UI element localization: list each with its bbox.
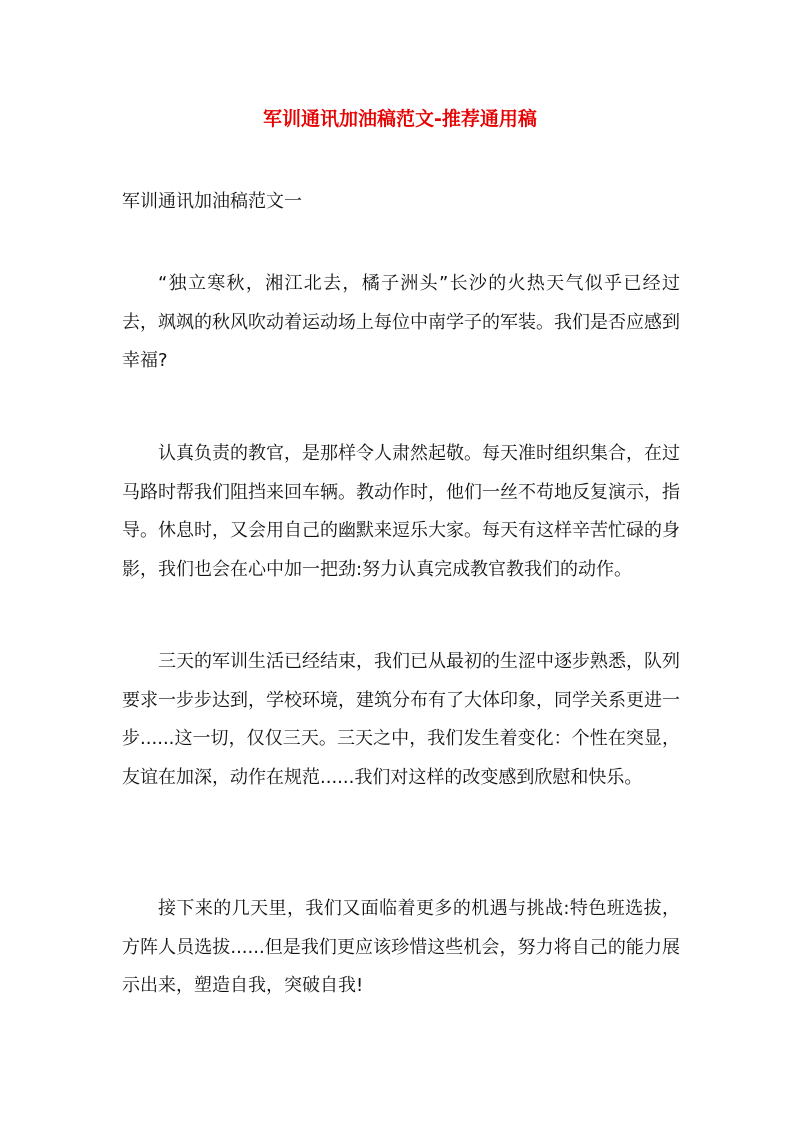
- paragraph-4: 接下来的几天里，我们又面临着更多的机遇与挑战:特色班选拔，方阵人员选拔......但是我们更应该珍惜这些机会，努力将自己的能力展示出来，塑造自我，突破自我!: [122, 898, 680, 996]
- paragraph-2: 认真负责的教官，是那样令人肃然起敬。每天准时组织集合，在过马路时帮我们阻挡来回车辆。教动作时，他们一丝不苟地反复演示，指导。休息时，又会用自己的幽默来逗乐大家。每天有这样辛苦忙碌的身影，我们也会在心中加一把劲:努力认真完成教官教我们的动作。: [122, 443, 680, 580]
- document-title: 军训通讯加油稿范文-推荐通用稿: [263, 108, 537, 130]
- section-heading: 军训通讯加油稿范文一: [122, 191, 302, 212]
- paragraph-1: “独立寒秋，湘江北去，橘子洲头”长沙的火热天气似乎已经过去，飒飒的秋风吹动着运动场上每位中南学子的军装。我们是否应感到幸福?: [122, 273, 680, 371]
- paragraph-3: 三天的军训生活已经结束，我们已从最初的生涩中逐步熟悉，队列要求一步步达到，学校环境，建筑分布有了大体印象，同学关系更进一步......这一切，仅仅三天。三天之中，我们发生着变化：个性在突显，友谊在加深，动作在规范......我们对这样的改变感到欣慰和快乐。: [122, 651, 680, 788]
